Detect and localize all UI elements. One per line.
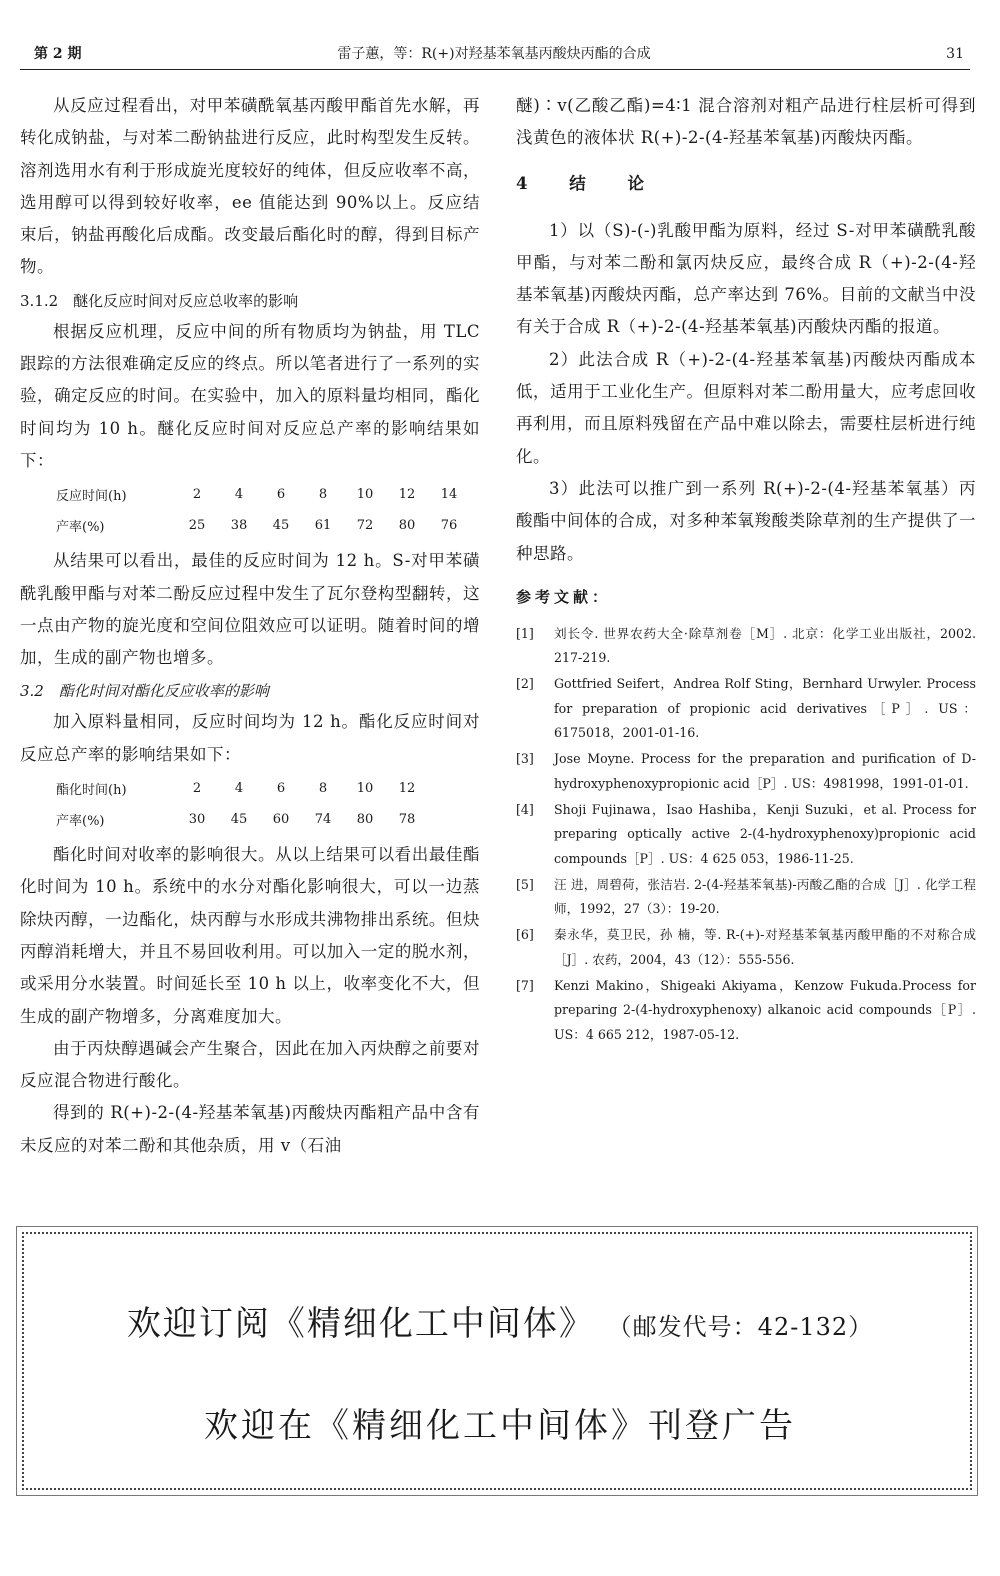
conclusion-item: 1）以（S)-(-)乳酸甲酯为原料，经过 S-对甲苯磺酰乳酸甲酯，与对苯二酚和氯丙炔反应，最终合成 R（+)-2-(4-羟基苯氧基)丙酸炔丙酯，总产率达到 76%。目前的文献当中没有关于合成 R（+)-2-(4-羟基苯氧基)丙酸炔丙酯的报道。 <box>516 220 976 337</box>
table-row-label: 产率(%) <box>56 814 105 830</box>
table-cell: 6 <box>276 487 286 503</box>
paragraph: 加入原料量相同，反应时间均为 12 h。酯化反应时间对反应总产率的影响结果如下： <box>20 712 480 764</box>
header-rule <box>20 69 970 70</box>
reference-text: Shoji Fujinawa，Isao Hashiba，Kenji Suzuki，et al. Process for preparing optically active 2-(4-hydroxyphenoxy)propionic acid compounds［P］. US：4 625 053，1986-11-25. <box>554 801 976 866</box>
esterification-time-table <box>56 773 428 835</box>
subscription-ad-text: 欢迎订阅《精细化工中间体》 <box>126 1304 595 1344</box>
table-cell: 45 <box>272 518 290 534</box>
running-title: 雷子蕙，等：R(+)对羟基苯氧基丙酸炔丙酯的合成 <box>337 46 651 62</box>
paragraph: 根据反应机理，反应中间的所有物质均为钠盐，用 TLC 跟踪的方法很难确定反应的终点。所以笔者进行了一系列的实验，确定反应的时间。在实验中，加入的原料量均相同，酯化时间均为 10 h。醚化反应时间对反应总产率的影响结果如下： <box>20 321 480 470</box>
running-header <box>20 42 968 66</box>
subsection-heading-3-1-2: 3.1.2 醚化反应时间对反应总收率的影响 <box>20 291 299 310</box>
reference-item <box>516 672 976 745</box>
table-row <box>56 479 470 510</box>
reference-number: [1] <box>516 625 534 641</box>
table-cell: 61 <box>314 518 332 534</box>
table-row <box>56 773 428 804</box>
table-cell: 12 <box>398 781 416 797</box>
table-cell: 80 <box>356 812 374 828</box>
reference-number: [7] <box>516 978 534 994</box>
table-cell: 2 <box>192 781 202 797</box>
reference-list <box>516 622 976 1047</box>
table-cell: 4 <box>234 487 244 503</box>
etherification-time-table <box>56 479 470 541</box>
reference-number: [4] <box>516 801 534 817</box>
reference-text: 汪 进，周碧荷，张洁岩. 2-(4-羟基苯氧基)-丙酸乙酯的合成［J］. 化学工程师，1992，27（3）：19-20. <box>554 876 976 917</box>
table-cell: 74 <box>314 812 332 828</box>
reference-item <box>516 747 976 796</box>
table-cell: 25 <box>188 518 206 534</box>
table-row-label: 酯化时间(h) <box>56 783 127 799</box>
table-cell: 30 <box>188 812 206 828</box>
right-column <box>516 90 976 1049</box>
table-cell: 10 <box>356 487 374 503</box>
paragraph: 酯化时间对收率的影响很大。从以上结果可以看出最佳酯化时间为 10 h。系统中的水分对酯化影响很大，可以一边蒸除炔丙醇，一边酯化，炔丙醇与水形成共沸物排出系统。但炔丙醇消耗增大，并且不易回收利用。可以加入一定的脱水剂，或采用分水装置。时间延长至 10 h 以上，收率变化不大，但生成的副产物增多，分离难度加大。 <box>20 845 480 1026</box>
left-column <box>20 90 480 1162</box>
table-cell: 8 <box>318 487 328 503</box>
reference-item <box>516 974 976 1047</box>
postal-code-text: （邮发代号：42-132） <box>607 1313 874 1341</box>
reference-text: 秦永华，莫卫民，孙 楠，等. R-(+)-对羟基苯氧基丙酸甲酯的不对称合成［J］. 农药，2004，43（12）：555-556. <box>554 927 976 967</box>
table-row <box>56 510 470 541</box>
table-cell: 60 <box>272 812 290 828</box>
table-cell: 6 <box>276 781 286 797</box>
page-number: 31 <box>946 46 964 62</box>
table-cell: 80 <box>398 518 416 534</box>
reference-item <box>516 622 976 671</box>
paragraph: 由于丙炔醇遇碱会产生聚合，因此在加入丙炔醇之前要对反应混合物进行酸化。 <box>20 1038 480 1091</box>
table-cell: 8 <box>318 781 328 797</box>
table-cell: 72 <box>356 518 374 534</box>
table-row-label: 产率(%) <box>56 520 105 536</box>
reference-text: Kenzi Makino，Shigeaki Akiyama，Kenzow Fukuda.Process for preparing 2-(4-hydroxyphenoxy) alkanoic acid compounds［P］. US：4 665 212，1987-05-12. <box>554 978 976 1042</box>
conclusion-item: 3）此法可以推广到一系列 R(+)-2-(4-羟基苯氧基）丙酸酯中间体的合成，对多种苯氧羧酸类除草剂的生产提供了一种思路。 <box>516 478 976 563</box>
reference-number: [6] <box>516 927 534 943</box>
reference-item <box>516 798 976 871</box>
table-cell: 38 <box>230 518 248 534</box>
paragraph: 从反应过程看出，对甲苯磺酰氧基丙酸甲酯首先水解，再转化成钠盐，与对苯二酚钠盐进行反应，此时构型发生反转。溶剂选用水有利于形成旋光度较好的纯体，但反应收率不高，选用醇可以得到较好收率，ee 值能达到 90%以上。反应结束后，钠盐再酸化后成酯。改变最后酯化时的醇，得到目标产物。 <box>20 96 480 277</box>
table-row-label: 反应时间(h) <box>56 489 127 505</box>
table-cell: 12 <box>398 487 416 503</box>
table-cell: 78 <box>398 812 416 828</box>
table-cell: 10 <box>356 781 374 797</box>
reference-item <box>516 923 976 972</box>
reference-number: [5] <box>516 876 534 892</box>
paragraph: 醚)∶v(乙酸乙酯)=4∶1 混合溶剂对粗产品进行柱层析可得到浅黄色的液体状 R(+)-2-(4-羟基苯氧基)丙酸炔丙酯。 <box>516 96 976 148</box>
table-cell: 45 <box>230 812 248 828</box>
subsection-heading-3-2: 3.2 酯化时间对酯化反应收率的影响 <box>20 682 269 701</box>
advertisement-frame <box>22 1232 972 1490</box>
paragraph: 得到的 R(+)-2-(4-羟基苯氧基)丙酸炔丙酯粗产品中含有未反应的对苯二酚和其他杂质，用 v（石油 <box>20 1103 480 1155</box>
table-cell: 4 <box>234 781 244 797</box>
reference-number: [3] <box>516 751 534 767</box>
advertising-ad-line: 欢迎在《精细化工中间体》刊登广告 <box>204 1406 796 1446</box>
reference-text: Gottfried Seifert，Andrea Rolf Sting，Bernhard Urwyler. Process for preparation of propionic acid derivatives［P］. US：6175018，2001-01-16. <box>554 676 976 741</box>
reference-item <box>516 873 976 922</box>
table-cell: 2 <box>192 487 202 503</box>
references-heading: 参考文献： <box>516 587 612 606</box>
table-cell: 76 <box>440 518 458 534</box>
table-row <box>56 804 428 835</box>
reference-text: Jose Moyne. Process for the preparation and purification of D-hydroxyphenoxypropionic acid［P］. US：4981998，1991-01-01. <box>554 751 976 791</box>
paragraph: 从结果可以看出，最佳的反应时间为 12 h。S-对甲苯磺酰乳酸甲酯与对苯二酚反应过程中发生了瓦尔登构型翻转，这一点由产物的旋光度和空间位阻效应可以证明。随着时间的增加，生成的副产物也增多。 <box>20 551 480 668</box>
reference-text: 刘长令. 世界农药大全·除草剂卷［M］. 北京：化学工业出版社，2002. 217-219. <box>554 625 976 666</box>
issue-number: 第 2 期 <box>34 46 82 62</box>
section-heading-conclusion: 4 结 论 <box>516 173 662 193</box>
conclusion-item: 2）此法合成 R（+)-2-(4-羟基苯氧基)丙酸炔丙酯成本低，适用于工业化生产。但原料对苯二酚用量大，应考虑回收再利用，而且原料残留在产品中难以除去，需要柱层析进行纯化。 <box>516 349 976 466</box>
reference-number: [2] <box>516 676 534 692</box>
table-cell: 14 <box>440 487 458 503</box>
subscription-ad-line <box>0 1296 1000 1345</box>
